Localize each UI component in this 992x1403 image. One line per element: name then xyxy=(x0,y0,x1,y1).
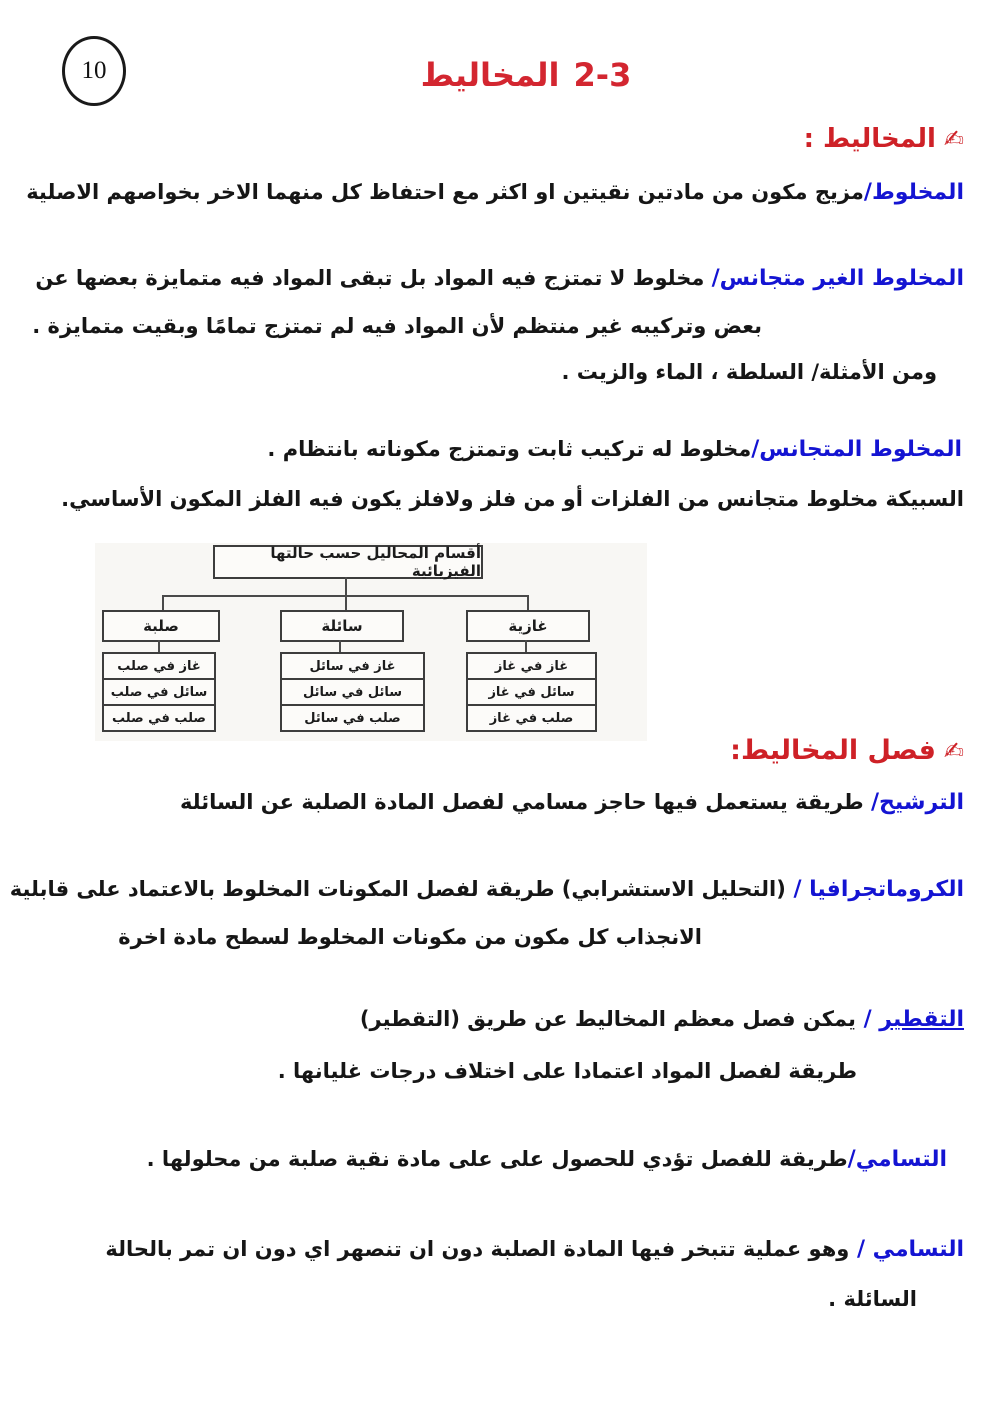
text-examples: ومن الأمثلة/ السلطة ، الماء والزيت . xyxy=(561,360,937,384)
text-mixture-definition: مزيج مكون من مادتين نقيتين او اكثر مع احتفاظ كل منهما الاخر بخواصهم الاصلية xyxy=(26,180,864,204)
diagram-header-solid-label: صلبة xyxy=(143,617,179,635)
diagram-header-liquid xyxy=(280,610,404,642)
paragraph-chromatography-line2 xyxy=(118,925,702,949)
paragraph-homogeneous xyxy=(267,437,962,462)
section-heading-mixtures-label: المخاليط : xyxy=(803,124,936,154)
text-distillation-line1: يمكن فصل معظم المخاليط عن طريق (التقطير) xyxy=(359,1007,856,1031)
solutions-classification-diagram xyxy=(95,543,647,741)
term-alloy: السبيكة xyxy=(885,487,964,511)
diagram-connector-right xyxy=(527,597,529,610)
diagram-header-gas xyxy=(466,610,590,642)
paragraph-heterogeneous-line1 xyxy=(35,266,964,291)
diagram-cell: صلب في سائل xyxy=(280,704,425,732)
text-heterogeneous-line1: مخلوط لا تمتزج فيه المواد بل تبقى المواد فيه متمايزة بعضها عن xyxy=(35,266,712,290)
term-filtration: الترشيح/ xyxy=(871,790,964,815)
diagram-stub-solid xyxy=(158,640,160,652)
term-sublimation-1: التسامي/ xyxy=(847,1147,947,1172)
term-sublimation-2: التسامي / xyxy=(849,1237,964,1262)
paragraph-sublimation-2-line1 xyxy=(105,1237,964,1262)
text-filtration: طريقة يستعمل فيها حاجز مسامي لفصل المادة الصلبة عن السائلة xyxy=(179,790,872,814)
section-heading-separation xyxy=(730,735,964,766)
section-heading-separation-label: فصل المخاليط: xyxy=(730,735,936,766)
section-heading-mixtures xyxy=(804,124,964,154)
diagram-header-gas-label: غازية xyxy=(508,617,548,635)
text-chromatography-line1: (التحليل الاستشرابي) طريقة لفصل المكونات المخلوط بالاعتماد على قابلية xyxy=(9,877,786,901)
diagram-title-box xyxy=(213,545,483,579)
diagram-cell: غاز في صلب xyxy=(102,652,216,680)
text-heterogeneous-line2: بعض وتركيبه غير منتظم لأن المواد فيه لم تمتزج تمامًا وبقيت متمايزة . xyxy=(32,314,762,338)
diagram-connector-left xyxy=(162,597,164,610)
diagram-table-liquid xyxy=(280,652,425,732)
page-number: 10 xyxy=(81,57,107,84)
paragraph-distillation-line1 xyxy=(360,1007,964,1032)
text-alloy: مخلوط متجانس من الفلزات أو من فلز ولافلز يكون فيه الفلز المكون الأساسي. xyxy=(61,487,886,511)
paragraph-sublimation-1 xyxy=(147,1147,947,1172)
paragraph-filtration xyxy=(180,790,964,815)
writing-hand-icon: ✍ xyxy=(943,737,964,765)
term-heterogeneous: المخلوط الغير متجانس/ xyxy=(711,266,964,291)
diagram-header-liquid-label: سائلة xyxy=(321,617,363,635)
diagram-connector-middle xyxy=(345,597,347,610)
paragraph-heterogeneous-line2 xyxy=(32,314,762,338)
term-distillation: التقطير xyxy=(879,1007,964,1032)
diagram-cell: سائل في صلب xyxy=(102,678,216,706)
paragraph-distillation-line2 xyxy=(278,1059,857,1083)
paragraph-sublimation-2-line2 xyxy=(828,1287,917,1311)
text-chromatography-line2: الانجذاب كل مكون من مكونات المخلوط لسطح مادة اخرة xyxy=(118,925,702,949)
diagram-cell: غاز في سائل xyxy=(280,652,425,680)
diagram-cell: سائل في غاز xyxy=(466,678,597,706)
diagram-cell: سائل في سائل xyxy=(280,678,425,706)
diagram-table-gas xyxy=(466,652,597,732)
diagram-table-solid xyxy=(102,652,216,732)
diagram-cell: صلب في غاز xyxy=(466,704,597,732)
diagram-header-solid xyxy=(102,610,220,642)
page-title-number: 2-3 xyxy=(573,56,632,94)
text-sublimation-1: طريقة للفصل تؤدي للحصول على على مادة نقية صلبة من محلولها . xyxy=(146,1147,848,1171)
paragraph-examples xyxy=(562,360,937,384)
text-distillation-line2: طريقة لفصل المواد اعتمادا على اختلاف درجات غليانها . xyxy=(277,1059,857,1083)
text-homogeneous: مخلوط له تركيب ثابت وتمتزج مكوناته بانتظام . xyxy=(267,437,752,461)
diagram-cell: غاز في غاز xyxy=(466,652,597,680)
page-title xyxy=(0,56,992,94)
diagram-stub-liquid xyxy=(339,640,341,652)
text-sublimation-2-line2: السائلة . xyxy=(828,1287,917,1311)
paragraph-alloy xyxy=(61,487,964,511)
text-sublimation-2-line1: وهو عملية تتبخر فيها المادة الصلبة دون ان تنصهر اي دون ان تمر بالحالة xyxy=(105,1237,850,1261)
diagram-title: أقسام المحاليل حسب حالتها الفيزيائية xyxy=(270,544,481,580)
paragraph-mixture-definition xyxy=(26,180,964,205)
writing-hand-icon: ✍ xyxy=(943,125,964,153)
page-title-word: المخاليط xyxy=(420,56,560,94)
diagram-cell: صلب في صلب xyxy=(102,704,216,732)
term-mixture: المخلوط/ xyxy=(863,180,964,205)
diagram-stub-gas xyxy=(525,640,527,652)
term-homogeneous: المخلوط المتجانس/ xyxy=(751,437,962,462)
term-distillation-slash: / xyxy=(855,1007,880,1032)
diagram-connector-vertical-top xyxy=(345,577,347,595)
term-chromatography: الكروماتجرافيا / xyxy=(785,877,964,902)
paragraph-chromatography-line1 xyxy=(10,877,964,902)
